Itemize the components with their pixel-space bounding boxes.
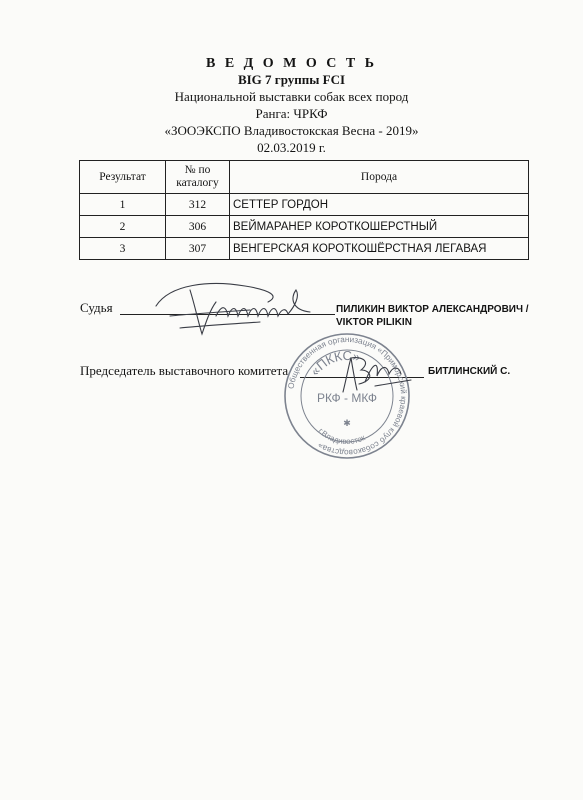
show-rank: Ранга: ЧРКФ (255, 106, 328, 121)
column-header-catalog: № по каталогу (166, 161, 230, 194)
column-header-breed: Порода (230, 161, 529, 194)
stamp-star-icon: ✱ (343, 418, 351, 428)
breed-cell: ВЕНГЕРСКАЯ КОРОТКОШЁРСТНАЯ ЛЕГАВАЯ (230, 238, 529, 260)
results-table (79, 160, 529, 260)
chairman-name: БИТЛИНСКИЙ С. (428, 366, 511, 377)
table-row (80, 216, 529, 238)
judge-name-ru: ПИЛИКИН ВИКТОР АЛЕКСАНДРОВИЧ / (336, 304, 529, 315)
result-cell: 2 (80, 216, 166, 238)
table-row (80, 238, 529, 260)
result-cell: 1 (80, 194, 166, 216)
breed-cell: ВЕЙМАРАНЕР КОРОТКОШЕРСТНЫЙ (230, 216, 529, 238)
document-header (0, 56, 583, 156)
judge-signature (150, 276, 315, 338)
stamp-inner-text: «ПККС» (307, 347, 362, 379)
stamp-city-text: г.Владивосток (316, 426, 367, 447)
show-name: Национальной выставки собак всех пород (174, 89, 409, 104)
chairman-label: Председатель выставочного комитета (80, 363, 289, 378)
judge-name (336, 303, 529, 329)
event-name: «ЗООЭКСПО Владивостокская Весна - 2019» (164, 123, 419, 138)
chairman-signature (335, 352, 415, 398)
catalog-cell: 312 (166, 194, 230, 216)
document-title: В Е Д О М О С Т Ь (205, 56, 377, 71)
event-date: 02.03.2019 г. (257, 140, 326, 155)
group-title: BIG 7 группы FCI (237, 72, 346, 87)
table-row (80, 194, 529, 216)
catalog-cell: 306 (166, 216, 230, 238)
table-header-row (80, 161, 529, 194)
judge-name-en: VIKTOR PILIKIN (336, 317, 412, 328)
stamp-center-text: РКФ - МКФ (316, 391, 378, 405)
judge-label: Судья (80, 300, 113, 315)
stamp-outer-text: Общественная организация «Приморский краевой клуб собаководства» (286, 334, 409, 458)
catalog-cell: 307 (166, 238, 230, 260)
breed-cell: СЕТТЕР ГОРДОН (230, 194, 529, 216)
column-header-result: Результат (80, 161, 166, 194)
result-cell: 3 (80, 238, 166, 260)
